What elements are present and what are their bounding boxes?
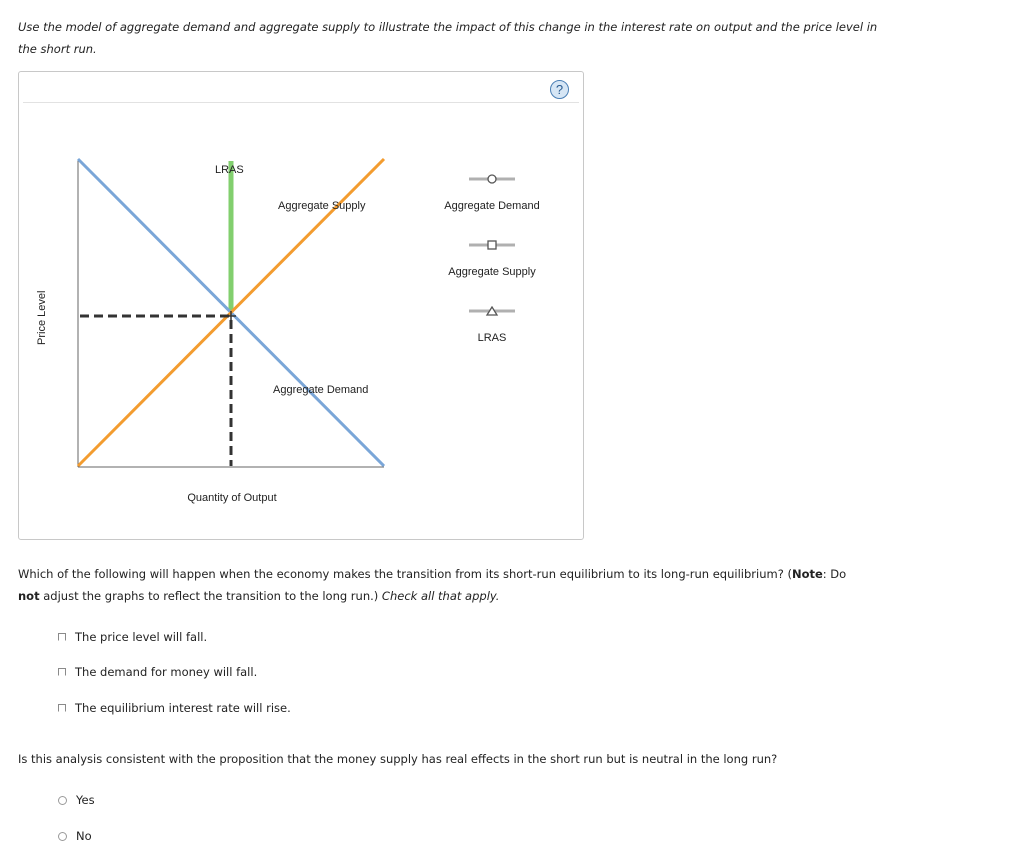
checkbox-option-money-demand[interactable] [58,665,257,679]
y-axis-label: Price Level [36,290,48,345]
x-axis-label: Quantity of Output [187,492,277,504]
triangle-point-tool-icon[interactable] [469,306,515,316]
checkbox-option-interest-rate[interactable] [58,701,291,715]
lras-label: LRAS [215,164,244,176]
radio-button[interactable] [58,796,67,805]
radio-button[interactable] [58,832,67,841]
checkbox-label: The price level will fall. [75,630,208,644]
help-icon[interactable]: ? [550,80,569,99]
checkbox[interactable] [58,633,66,641]
checkbox[interactable] [58,704,66,712]
checkbox-label: The demand for money will fall. [75,665,258,679]
aggregate-demand-label: Aggregate Demand [273,384,369,396]
checkbox[interactable] [58,668,66,676]
equilibrium-point [226,311,236,321]
checkbox-label: The equilibrium interest rate will rise. [75,701,291,715]
palette-item-aggregate-supply[interactable] [432,240,552,278]
palette-item-lras[interactable] [432,306,552,344]
radio-option-no[interactable] [58,829,92,843]
palette-label-aggregate-demand: Aggregate Demand [444,200,540,212]
graph-panel[interactable] [18,71,584,540]
question-1-text: Which of the following will happen when the economy makes the transition from its short-run equilibrium to its long-run equilibrium? (Note: Do not adjust the graphs to reflect the transition to the long run.) Check all that apply. [18,567,847,603]
radio-label: Yes [76,793,95,807]
radio-label: No [76,829,92,843]
palette-label-lras: LRAS [477,332,507,344]
question-2-text: Is this analysis consistent with the proposition that the money supply has real effects in the short run but is neutral in the long run? [18,752,778,766]
radio-option-yes[interactable] [58,793,95,807]
circle-point-tool-icon[interactable] [469,174,515,184]
square-point-tool-icon[interactable] [469,240,515,250]
checkbox-option-price-level[interactable] [58,630,207,644]
question-prompt: Use the model of aggregate demand and aggregate supply to illustrate the impact of this change in the interest rate on output and the price level in the short run. [18,20,878,56]
palette-item-aggregate-demand[interactable] [432,174,552,212]
aggregate-supply-label: Aggregate Supply [278,200,366,212]
palette-label-aggregate-supply: Aggregate Supply [448,266,536,278]
